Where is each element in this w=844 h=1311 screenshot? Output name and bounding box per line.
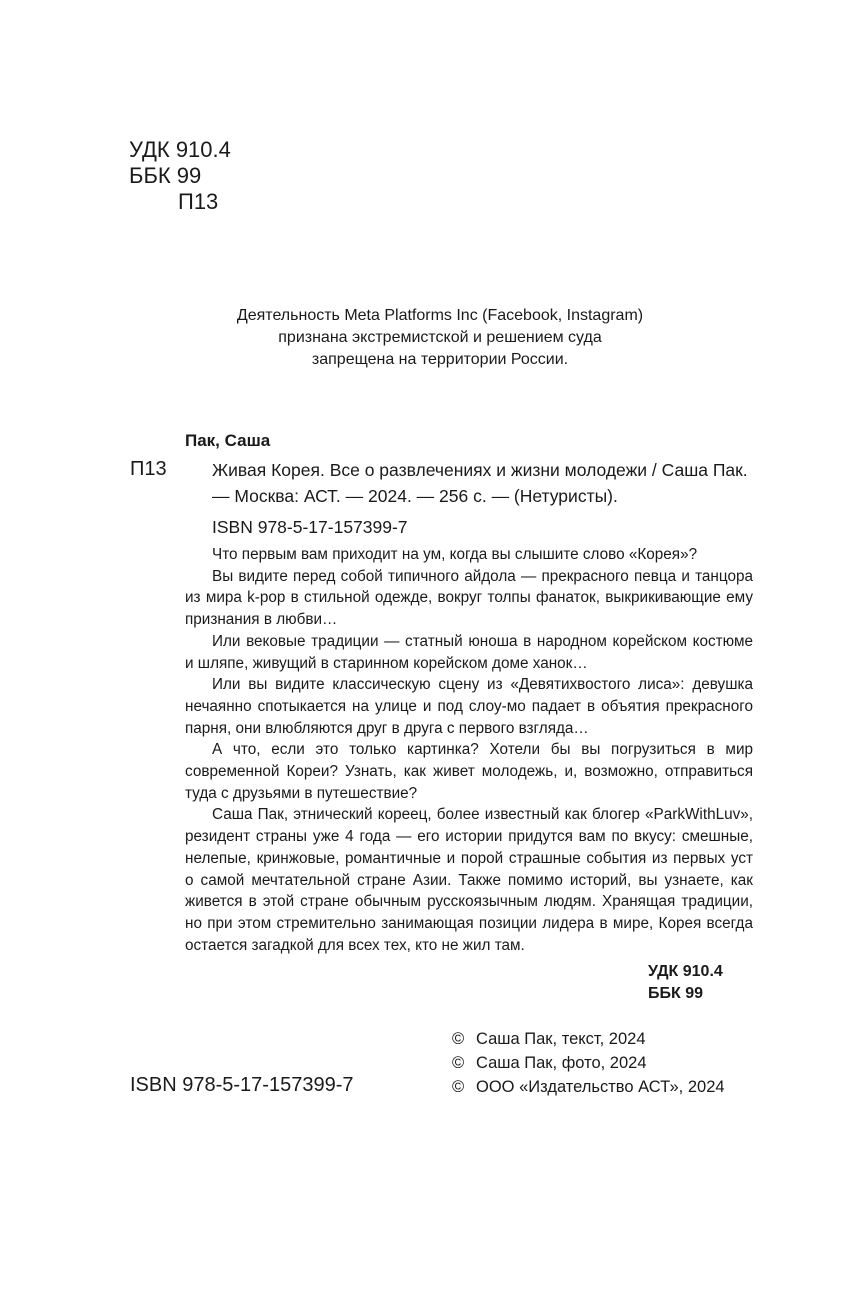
notice-line: признана экстремистской и решением суда — [278, 329, 602, 346]
notice-line: Деятельность Meta Platforms Inc (Facebook, Instagram) — [236, 307, 644, 324]
annotation-paragraph: Что первым вам приходит на ум, когда вы слышите слово «Корея»? — [212, 546, 698, 563]
copyright-icon: © — [452, 1078, 465, 1096]
footer-classification — [648, 961, 723, 1005]
udk-code: УДК 910.4 — [129, 137, 231, 162]
annotation — [185, 544, 753, 956]
annotation-paragraph: Вы видите перед собой типичного айдола — прекрасного певца и танцора из мира k-pop в стильной одежде, вокруг толпы фанаток, выкрикивающие ему признания в любви… — [185, 567, 753, 629]
copyright-line — [452, 1075, 725, 1099]
notice-line: запрещена на территории России. — [311, 351, 569, 368]
copyright-line — [452, 1027, 725, 1051]
annotation-paragraph: Или вы видите классическую сцену из «Девятихвостого лиса»: девушка нечаянно спотыкается на улице и под слоу-мо падает в объятия прекрасного парня, они влюбляются друг в друга с первого взгляда… — [185, 676, 753, 737]
copyright-icon: © — [452, 1054, 465, 1072]
card-code: П13 — [130, 458, 167, 480]
footer-bbk: ББК 99 — [648, 985, 704, 1002]
footer-udk: УДК 910.4 — [648, 963, 723, 980]
copyright-icon: © — [452, 1030, 465, 1048]
annotation-paragraph: А что, если это только картинка? Хотели бы вы погрузиться в мир современной Кореи? Узнать, как живет молодежь, и, возможно, отправиться туда с друзьями в путешествие? — [185, 741, 753, 802]
copyright-list — [452, 1027, 725, 1099]
card-isbn: ISBN 978-5-17-157399-7 — [212, 517, 408, 537]
legal-notice — [150, 305, 730, 371]
card-title: Живая Корея. Все о развлечениях и жизни молодежи / Саша Пак. — Москва: АСТ. — 2024. — 256 с. — (Нетуристы). — [212, 460, 748, 506]
author-code: П13 — [178, 189, 219, 214]
classification-block — [129, 137, 231, 215]
annotation-paragraph: Саша Пак, этнический кореец, более известный как блогер «ParkWithLuv», резидент страны уже 4 года — его истории придутся вам по вкусу: смешные, нелепые, кринжовые, романтичные и порой страшные события из первых уст о самой мечтательной стране Азии. Также помимо историй, вы узнаете, как живется в этой стране обычным русскоязычным людям. Хранящая традиции, но при этом стремительно занимающая позиции лидера в мире, Корея всегда остается загадкой для всех тех, кто не жил там. — [185, 806, 753, 954]
annotation-paragraph: Или вековые традиции — статный юноша в народном корейском костюме и шляпе, живущий в старинном корейском доме ханок… — [185, 632, 753, 672]
copyright-text: Саша Пак, фото, 2024 — [476, 1054, 647, 1072]
copyright-line — [452, 1051, 725, 1075]
card-author: Пак, Саша — [185, 431, 271, 450]
copyright-text: ООО «Издательство АСТ», 2024 — [476, 1078, 725, 1096]
footer-isbn: ISBN 978-5-17-157399-7 — [130, 1074, 354, 1096]
bbk-code: ББК 99 — [129, 163, 202, 188]
copyright-text: Саша Пак, текст, 2024 — [476, 1030, 646, 1048]
